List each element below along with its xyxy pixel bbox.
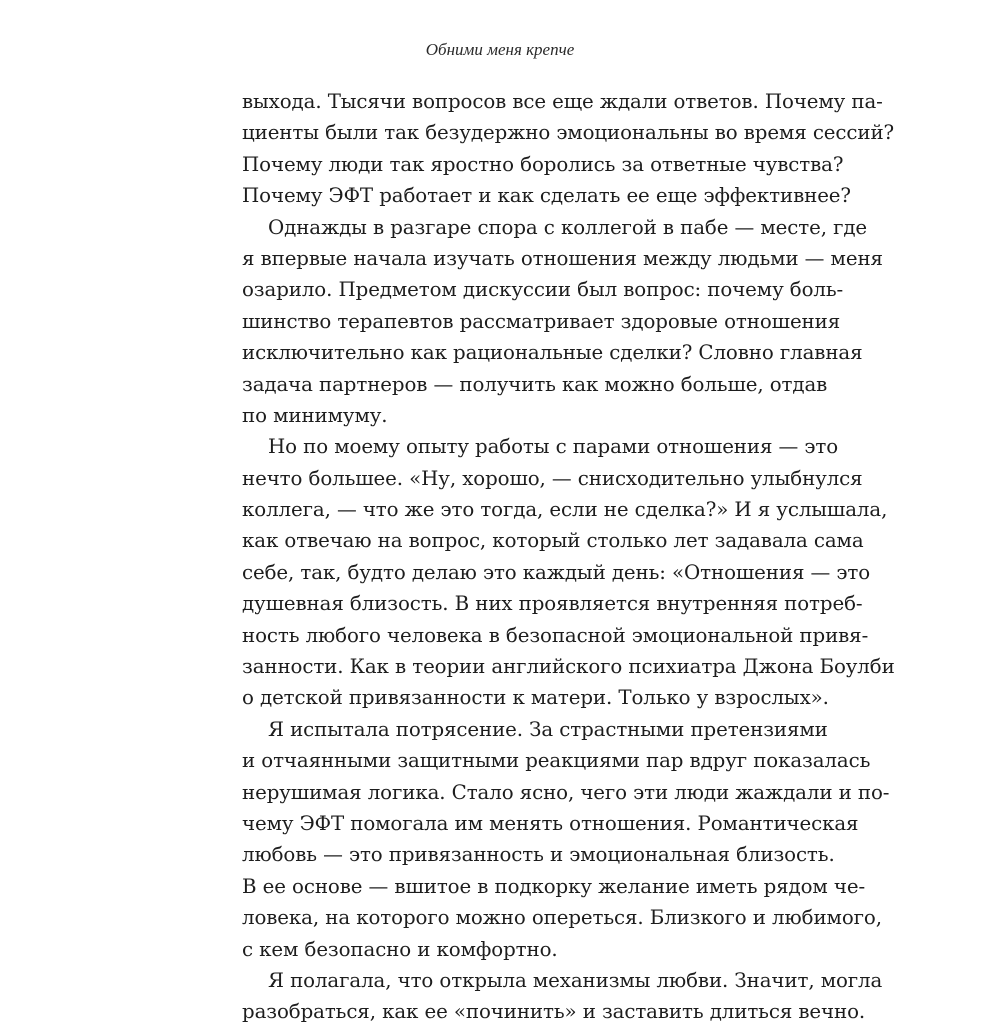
text-line: выхода. Тысячи вопросов все еще ждали ответов. Почему па- [242, 90, 883, 113]
text-line: и отчаянными защитными реакциями пар вдруг показалась [242, 749, 871, 773]
text-line: озарило. Предметом дискуссии был вопрос: почему боль- [242, 278, 844, 302]
text-line: нерушимая логика. Стало ясно, чего эти люди жаждали и по- [242, 780, 890, 804]
text-line: разобраться, как ее «починить» и заставить длиться вечно. [242, 1000, 866, 1024]
text-line: с кем безопасно и комфортно. [242, 937, 558, 961]
text-line: занности. Как в теории английского психиатра Джона Боулби [242, 655, 895, 679]
text-line: циенты были так безудержно эмоциональны во время сессий? [242, 121, 895, 145]
text-line: ность любого человека в безопасной эмоциональной привя- [242, 623, 869, 647]
paragraph [242, 86, 895, 212]
text-line: душевная близость. В них проявляется внутренняя потреб- [242, 592, 863, 616]
paragraph [242, 431, 895, 714]
paragraph [242, 212, 883, 432]
text-line: ловека, на которого можно опереться. Близкого и любимого, [242, 906, 882, 930]
text-line: Но по моему опыту работы с парами отношения — это [268, 435, 839, 459]
body-text [242, 86, 895, 1028]
text-line: коллега, — что же это тогда, если не сделка?» И я услышала, [242, 498, 888, 522]
text-line: Я полагала, что открыла механизмы любви. Значит, могла [268, 968, 883, 992]
text-line: шинство терапевтов рассматривает здоровые отношения [242, 309, 841, 333]
text-line: Однажды в разгаре спора с коллегой в пабе — месте, где [268, 215, 868, 239]
text-line: себе, так, будто делаю это каждый день: «Отношения — это [242, 560, 871, 584]
text-line: я впервые начала изучать отношения между людьми — меня [242, 246, 883, 270]
text-line: Я испытала потрясение. За страстными претензиями [268, 717, 828, 741]
text-line: нечто большее. «Ну, хорошо, — снисходительно улыбнулся [242, 466, 863, 490]
text-line: чему ЭФТ помогала им менять отношения. Романтическая [242, 811, 859, 835]
text-line: Почему люди так яростно боролись за ответные чувства? [242, 152, 844, 176]
text-line: любовь — это привязанность и эмоциональная близость. [242, 843, 835, 867]
text-line: В ее основе — вшитое в подкорку желание иметь рядом че- [242, 874, 866, 898]
text-line: Почему ЭФТ работает и как сделать ее еще эффективнее? [242, 184, 851, 208]
paragraph [242, 714, 890, 965]
text-line: задача партнеров — получить как можно больше, отдав [242, 372, 828, 396]
running-header: Обними меня крепче [425, 40, 575, 59]
text-line: о детской привязанности к матери. Только у взрослых». [242, 686, 829, 710]
text-line: исключительно как рациональные сделки? Словно главная [242, 341, 863, 365]
text-line: как отвечаю на вопрос, который столько лет задавала сама [242, 529, 864, 553]
text-line: по минимуму. [242, 403, 388, 427]
paragraph [242, 965, 883, 1028]
